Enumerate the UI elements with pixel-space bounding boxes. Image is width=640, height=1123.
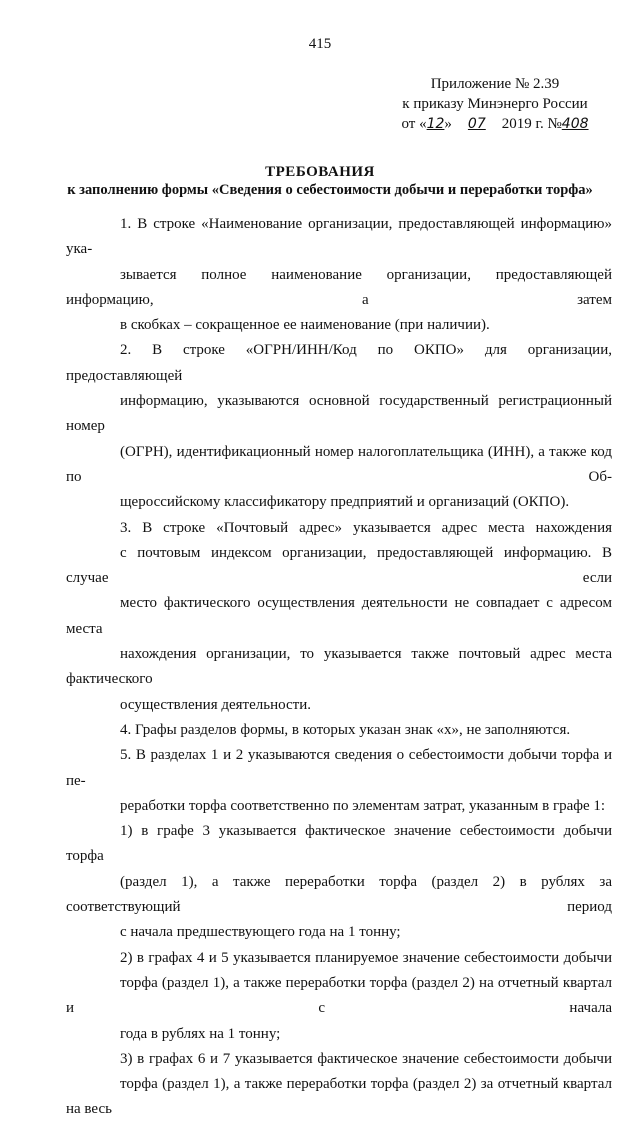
appendix-date-line: [380, 114, 610, 134]
text-line: нахождения организации, то указывается также почтовый адрес места фактического: [66, 646, 612, 688]
text-line: 3. В строке «Почтовый адрес» указывается адрес места нахождения: [120, 519, 612, 536]
text-line: щероссийскому классификатору предприятий и организаций (ОКПО).: [120, 494, 570, 511]
page-number: 415: [308, 36, 332, 52]
document-body: [66, 212, 612, 1123]
document-subtitle: к заполнению формы «Сведения о себестоимости добычи и переработки торфа»: [67, 182, 593, 198]
text-line: торфа (раздел 1), а также переработки торфа (раздел 2) на отчетный квартал и с начала: [66, 974, 612, 1017]
text-line: информацию, указываются основной государственный регистрационный номер: [66, 393, 612, 435]
text-line: реработки торфа соответственно по элементам затрат, указанным в графе 1:: [120, 797, 606, 814]
date-year-text: 2019 г. №: [501, 116, 562, 132]
appendix-header: [380, 74, 610, 134]
handwritten-order-number: 408: [561, 116, 589, 132]
appendix-order-reference: к приказу Минэнерго России: [402, 96, 588, 112]
text-line: с начала предшествующего года на 1 тонну;: [120, 924, 401, 941]
paragraph: [66, 516, 612, 718]
text-line: торфа (раздел 1), а также переработки торфа (раздел 2) за отчетный квартал на весь: [66, 1076, 612, 1118]
text-line: 4. Графы разделов формы, в которых указан знак «х», не заполняются.: [120, 721, 571, 738]
text-line: в скобках – сокращенное ее наименование (при наличии).: [120, 317, 490, 334]
paragraph: [66, 338, 612, 515]
text-line: 1. В строке «Наименование организации, предоставляющей информацию» ука-: [66, 216, 612, 258]
document-title: ТРЕБОВАНИЯ: [265, 164, 375, 180]
text-line: 2) в графах 4 и 5 указывается планируемое значение себестоимости добычи: [120, 949, 612, 966]
paragraph: [66, 1047, 612, 1123]
handwritten-month: 07: [467, 116, 486, 132]
text-line: (раздел 1), а также переработки торфа (раздел 2) в рублях за соответствующий период: [66, 873, 612, 916]
paragraph: [66, 212, 612, 338]
text-line: зывается полное наименование организации, предоставляющей информацию, а затем: [66, 266, 612, 308]
text-line: (ОГРН), идентификационный номер налогоплательщика (ИНН), а также код по Об-: [66, 443, 612, 485]
text-line: 2. В строке «ОГРН/ИНН/Код по ОКПО» для организации, предоставляющей: [66, 342, 612, 384]
text-line: место фактического осуществления деятельности не совпадает с адресом места: [66, 595, 612, 637]
paragraph: [66, 819, 612, 945]
text-line: 5. В разделах 1 и 2 указываются сведения о себестоимости добычи торфа и пе-: [66, 747, 612, 789]
text-line: 1) в графе 3 указывается фактическое значение себестоимости добычи торфа: [66, 823, 612, 865]
handwritten-month-field: [452, 116, 502, 132]
text-line: года в рублях на 1 тонну;: [120, 1025, 281, 1042]
text-line: с почтовым индексом организации, предоставляющей информацию. В случае если: [66, 544, 612, 587]
paragraph: [66, 946, 612, 1047]
text-line: осуществления деятельности.: [120, 696, 311, 713]
handwritten-day: 12: [426, 116, 445, 132]
appendix-title: Приложение № 2.39: [430, 76, 560, 92]
date-quote-close: »: [444, 116, 452, 132]
text-line: 3) в графах 6 и 7 указывается фактическое значение себестоимости добычи: [120, 1050, 612, 1067]
paragraph: [66, 718, 612, 743]
paragraph: [66, 743, 612, 819]
date-prefix: от «: [401, 116, 427, 132]
